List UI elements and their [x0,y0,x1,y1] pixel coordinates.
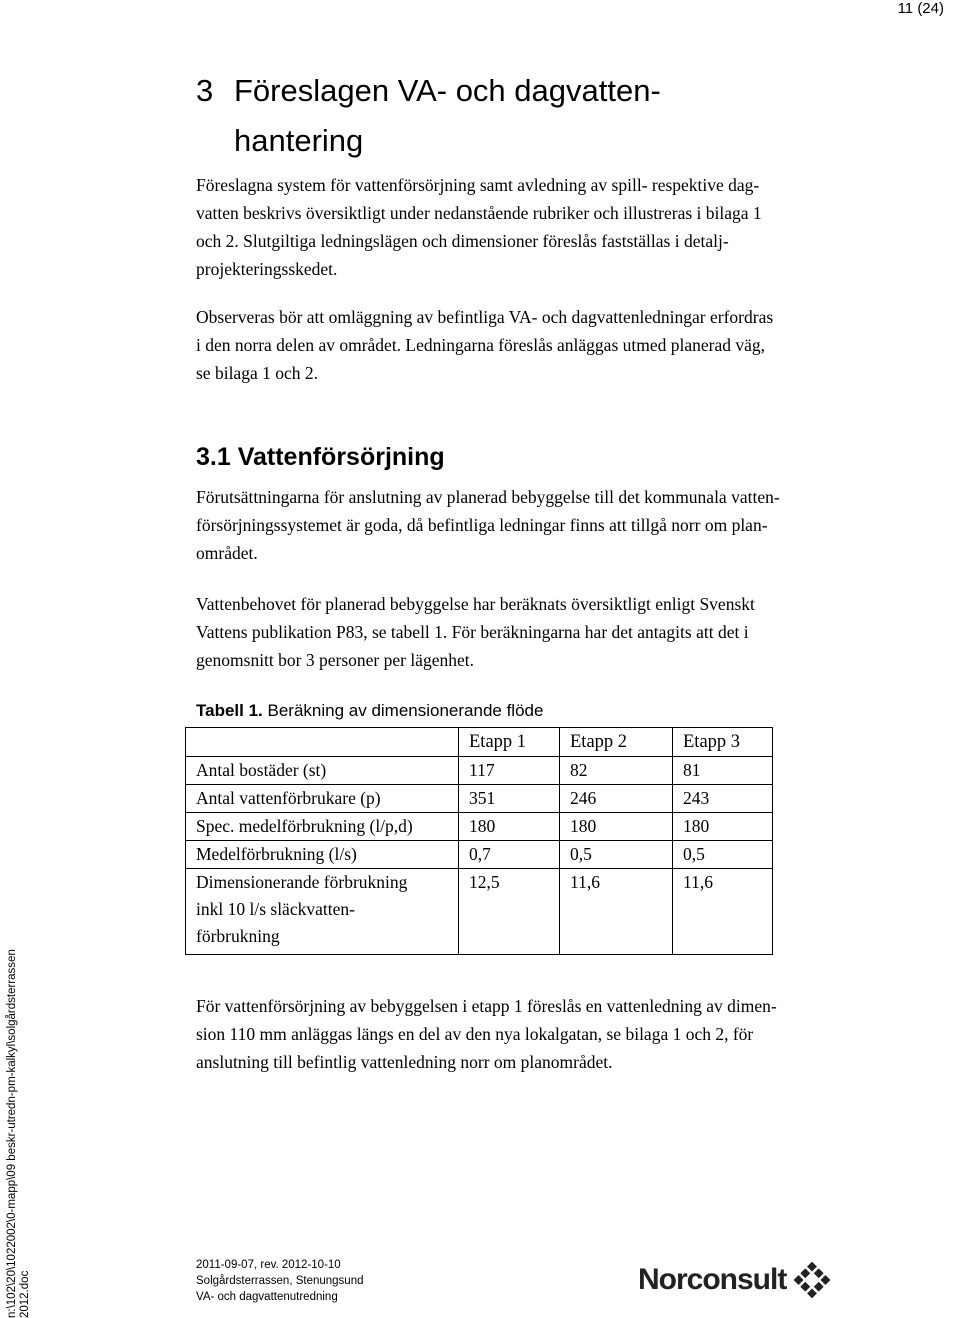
row-label-line: inkl 10 l/s släckvatten- [196,899,355,919]
water-paragraph-1 [196,483,876,567]
table-cell: 180 [560,813,673,841]
text-line: se bilaga 1 och 2. [196,363,318,383]
text-line: och 2. Slutgiltiga ledningslägen och dimensioner föreslås fastställas i detalj- [196,231,729,251]
table-cell: 0,5 [560,841,673,869]
text-line: sion 110 mm anläggas längs en del av den nya lokalgatan, se bilaga 1 och 2, för [196,1024,754,1044]
row-label: Spec. medelförbrukning (l/p,d) [186,813,459,841]
footer-doc-title: VA- och dagvattenutredning [196,1291,338,1303]
row-label: Medelförbrukning (l/s) [186,841,459,869]
section-title-line1: Föreslagen VA- och dagvatten- [234,73,661,108]
table-cell: 0,5 [673,841,773,869]
section-title-line2: hantering [234,123,364,158]
table-cell: 351 [459,785,560,813]
subsection-heading: 3.1 Vattenförsörjning [196,443,445,471]
text-line: Förutsättningarna för anslutning av planerad bebyggelse till det kommunala vatten- [196,487,780,507]
section-heading [196,66,896,166]
table-cell: 11,6 [560,869,673,955]
text-line: anslutning till befintlig vattenledning norr om planområdet. [196,1052,613,1072]
text-line: försörjningssystemet är goda, då befintliga ledningar finns att tillgå norr om plan- [196,515,768,535]
table-row [186,785,773,813]
file-path-margin [6,949,32,1318]
table-cell: 117 [459,757,560,785]
table-cell: 81 [673,757,773,785]
footer-date: 2011-09-07, rev. 2012-10-10 [196,1259,341,1271]
footer-project: Solgårdsterrassen, Stenungsund [196,1275,364,1287]
table-cell: 12,5 [459,869,560,955]
table-cell: 180 [459,813,560,841]
row-label-line: Dimensionerande förbrukning [196,872,408,892]
flow-calculation-table [185,727,773,955]
table-caption-text: Beräkning av dimensionerande flöde [262,701,544,720]
table-caption [196,698,543,724]
water-paragraph-3 [196,992,876,1076]
table-cell: 243 [673,785,773,813]
row-label: Antal vattenförbrukare (p) [186,785,459,813]
text-line: vatten beskrivs översiktligt under nedanstående rubriker och illustreras i bilaga 1 [196,203,762,223]
table-header-cell [186,728,459,757]
row-label-line: förbrukning [196,926,280,946]
table-header-cell: Etapp 2 [560,728,673,757]
water-paragraph-2 [196,590,876,674]
section-number: 3 [196,73,214,108]
table-cell: 82 [560,757,673,785]
table-cell: 0,7 [459,841,560,869]
table-header-row [186,728,773,757]
table-row [186,757,773,785]
text-line: genomsnitt bor 3 personer per lägenhet. [196,650,474,670]
table-cell: 180 [673,813,773,841]
table-header-cell: Etapp 1 [459,728,560,757]
text-line: Vattens publikation P83, se tabell 1. För beräkningarna har det antagits att det i [196,622,749,642]
text-line: projekteringsskedet. [196,259,338,279]
note-paragraph [196,303,876,387]
footer-info [196,1257,364,1305]
row-label [186,869,459,955]
norconsult-diamond-logo-icon [792,1260,832,1300]
logo-text: Norconsult [638,1263,787,1296]
table-row [186,869,773,955]
text-line: Vattenbehovet för planerad bebyggelse har beräknats översiktligt enligt Svenskt [196,594,755,614]
norconsult-logo [638,1260,832,1300]
table-row [186,813,773,841]
text-line: i den norra delen av området. Ledningarna föreslås anläggas utmed planerad väg, [196,335,766,355]
text-line: området. [196,543,258,563]
table-caption-label: Tabell 1. [196,701,263,720]
row-label: Antal bostäder (st) [186,757,459,785]
table-header-cell: Etapp 3 [673,728,773,757]
text-line: Föreslagna system för vattenförsörjning samt avledning av spill- respektive dag- [196,175,760,195]
page-number: 11 (24) [897,0,944,17]
file-path-line1: n:\102\20\1022002\0-mapp\09 beskr-utredn-pm-kalkyl\solgårdsterrassen [6,949,18,1318]
intro-paragraph [196,171,876,283]
table-cell: 246 [560,785,673,813]
text-line: För vattenförsörjning av bebyggelsen i etapp 1 föreslås en vattenledning av dimen- [196,996,777,1016]
file-path-line2: 2012.doc [19,1270,31,1318]
text-line: Observeras bör att omläggning av befintliga VA- och dagvattenledningar erfordras [196,307,774,327]
table-row [186,841,773,869]
table-cell: 11,6 [673,869,773,955]
